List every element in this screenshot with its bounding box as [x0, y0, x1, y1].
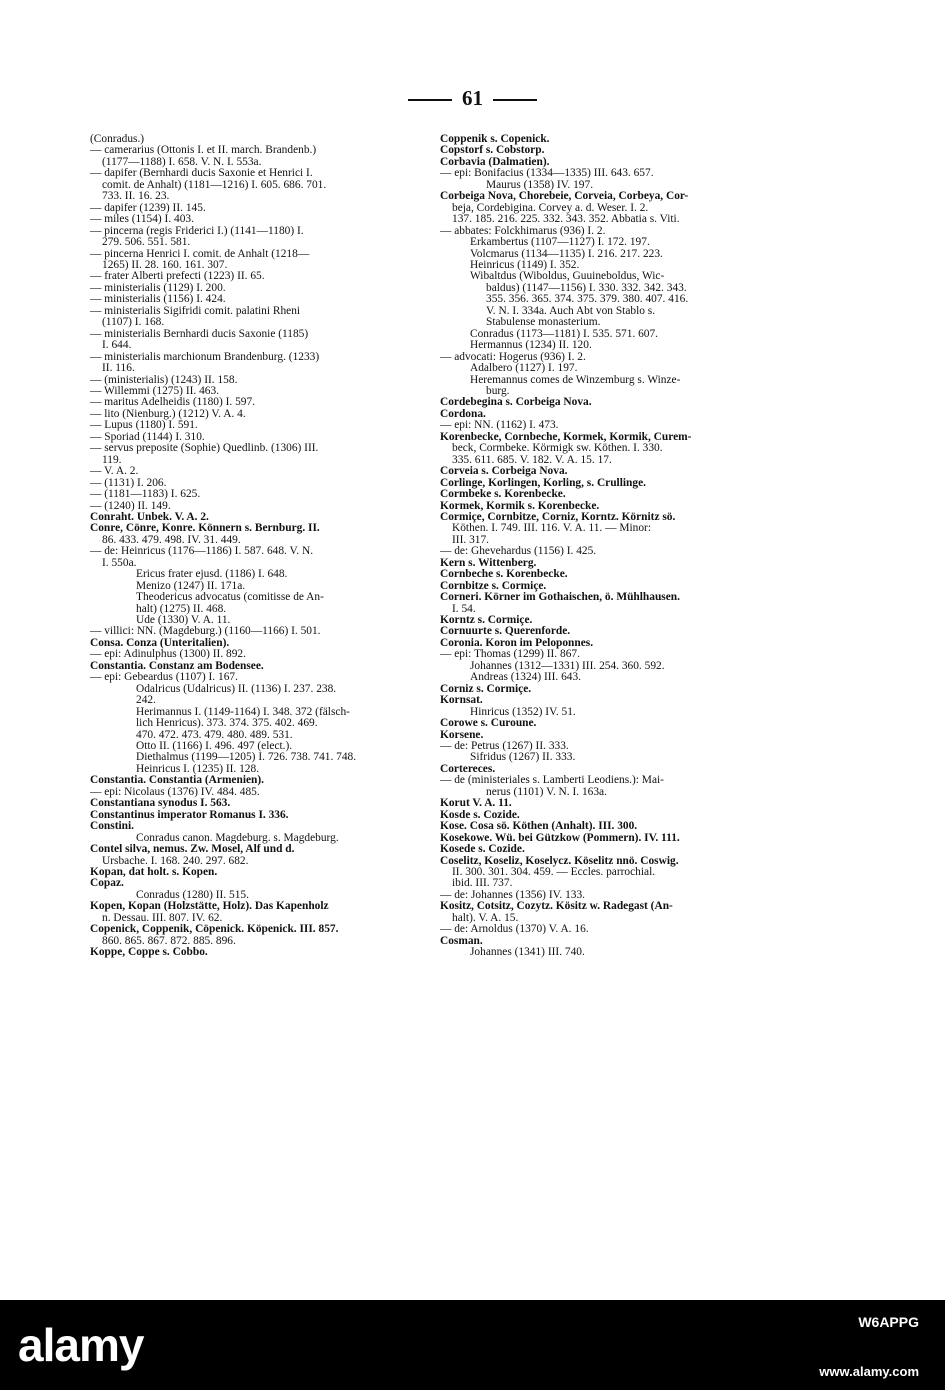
left-column-line: — (ministerialis) (1243) II. 158. [90, 374, 238, 386]
left-column-line: — camerarius (Ottonis I. et II. march. Brandenb.) [90, 145, 317, 157]
right-column-line: Copstorf s. Cobstorp. [440, 145, 545, 157]
left-column-line: Constantinus imperator Romanus I. 336. [90, 809, 289, 821]
left-column-line: Contel silva, nemus. Zw. Mosel, Alf und d. [90, 844, 295, 856]
left-column-line: (1177—1188) I. 658. V. N. I. 553a. [102, 156, 262, 168]
right-column-line: Corbeiga Nova, Chorebeie, Corveia, Corbeya, Cor- [440, 191, 689, 203]
watermark-image-id: W6APPG [858, 1314, 919, 1330]
right-column-line: Kosekowe. Wü. bei Gützkow (Pommern). IV. 111. [440, 832, 680, 844]
right-column-line: Wibaltdus (Wiboldus, Guuineboldus, Wic- [470, 271, 665, 283]
left-column-line: Copenick, Coppenik, Cöpenick. Köpenick. III. 857. [90, 924, 339, 936]
right-column-line: Cormiçe, Cornbitze, Corniz, Korntz. Körnitz sö. [440, 511, 676, 523]
right-column-line: Coronia. Koron im Peloponnes. [440, 637, 594, 649]
left-column-line: — V. A. 2. [90, 466, 139, 478]
right-column-line: — de: Arnoldus (1370) V. A. 16. [440, 924, 589, 936]
left-column-line: Ude (1330) V. A. 11. [136, 615, 231, 627]
left-column-line: Heinricus I. (1235) II. 128. [136, 763, 260, 775]
left-column-line: Diethalmus (1199—1205) I. 726. 738. 741. 748. [136, 752, 357, 764]
left-column-line: 119. [102, 454, 122, 466]
right-column-line: beck, Cormbeke. Körmigk sw. Köthen. I. 330. [452, 443, 663, 455]
right-column-line: — de: Ghevehardus (1156) I. 425. [440, 546, 597, 558]
left-column-line: Ericus frater ejusd. (1186) I. 648. [136, 569, 288, 581]
left-column-line: comit. de Anhalt) (1181—1216) I. 605. 686. 701. [102, 179, 327, 191]
right-column-line: Cordebegina s. Corbeiga Nova. [440, 397, 592, 409]
right-column-line: — de: Petrus (1267) II. 333. [440, 741, 569, 753]
right-column-line: burg. [486, 385, 510, 397]
left-column-line: — ministerialis (1129) I. 200. [90, 282, 226, 294]
left-column-line: Consa. Conza (Unteritalien). [90, 637, 230, 649]
right-column-line: Corlinge, Korlingen, Korling, s. Crullinge. [440, 477, 646, 489]
right-column-line: — de (ministeriales s. Lamberti Leodiens.): Mai- [440, 775, 664, 787]
watermark-url: www.alamy.com [819, 1364, 919, 1379]
left-column-line: — de: Heinricus (1176—1186) I. 587. 648. V. N. [90, 546, 314, 558]
right-column-line: Heremannus comes de Winzemburg s. Winze- [470, 374, 681, 386]
left-column-line: 279. 506. 551. 581. [102, 237, 191, 249]
right-column-line: Stabulense monasterium. [486, 317, 601, 329]
left-column-line: — Sporiad (1144) I. 310. [90, 431, 205, 443]
right-column-line: ibid. III. 737. [452, 878, 513, 890]
left-column-line: — dapifer (1239) II. 145. [90, 202, 206, 214]
left-column-line: Conre, Cönre, Konre. Könnern s. Bernburg. II. [90, 523, 320, 535]
right-column-line: Kormek, Kormik s. Korenbecke. [440, 500, 600, 512]
right-column-line: Kose. Cosa sö. Köthen (Anhalt). III. 300. [440, 821, 638, 833]
page-number-rule-right [493, 99, 537, 101]
left-column-line: — dapifer (Bernhardi ducis Saxonie et Henrici I. [90, 168, 313, 180]
left-column-line: Conraht. Unbek. V. A. 2. [90, 511, 209, 523]
right-column-line: Kern s. Wittenberg. [440, 557, 537, 569]
left-column-line: Constini. [90, 821, 134, 833]
left-column [90, 134, 420, 959]
right-column-line: Johannes (1312—1331) III. 254. 360. 592. [470, 660, 665, 672]
right-column-line: Korut V. A. 11. [440, 798, 512, 810]
left-column-line: — (1240) II. 149. [90, 500, 171, 512]
right-column [440, 134, 770, 959]
right-column-line: Cornuurte s. Querenforde. [440, 626, 571, 638]
right-column-line: Corniz s. Cormiçe. [440, 683, 532, 695]
right-column-line: — epi: Thomas (1299) II. 867. [440, 649, 580, 661]
left-column-line: Conradus (1280) II. 515. [136, 889, 249, 901]
right-column-line: Cornbeche s. Korenbecke. [440, 569, 568, 581]
left-column-line: I. 644. [102, 340, 132, 352]
right-column-line: Korntz s. Cormiçe. [440, 615, 533, 627]
page-number-rule-left [408, 99, 452, 101]
left-column-line: — frater Alberti prefecti (1223) II. 65. [90, 271, 265, 283]
right-column-line: nerus (1101) V. N. I. 163a. [486, 786, 607, 798]
right-column-line: Heinricus (1149) I. 352. [470, 259, 580, 271]
left-column-line: — Willemmi (1275) II. 463. [90, 385, 220, 397]
left-column-line: — ministerialis marchionum Brandenburg. (1233) [90, 351, 320, 363]
left-column-line: n. Dessau. III. 807. IV. 62. [102, 912, 223, 924]
right-column-line: Hermannus (1234) II. 120. [470, 340, 592, 352]
right-column-line: Andreas (1324) III. 643. [470, 672, 582, 684]
page-number-text: 61 [462, 86, 483, 110]
watermark-logo: alamy [18, 1319, 144, 1371]
left-column-line: Constantiana synodus I. 563. [90, 798, 231, 810]
left-column-line: — epi: Gebeardus (1107) I. 167. [90, 672, 238, 684]
left-column-line: Conradus canon. Magdeburg. s. Magdeburg. [136, 832, 339, 844]
right-column-line: — de: Johannes (1356) IV. 133. [440, 889, 586, 901]
left-column-line: Odalricus (Udalricus) II. (1136) I. 237. 238. [136, 683, 337, 695]
left-column-line: Otto II. (1166) I. 496. 497 (elect.). [136, 741, 293, 753]
right-column-line: — advocati: Hogerus (936) I. 2. [440, 351, 586, 363]
watermark-banner [0, 1300, 945, 1390]
left-column-line: Constantia. Constanz am Bodensee. [90, 660, 264, 672]
right-column-line: beja, Cordebigina. Corvey a. d. Weser. I. 2. [452, 202, 649, 214]
right-column-line: Korsene. [440, 729, 484, 741]
right-column-line: II. 300. 301. 304. 459. — Eccles. parrochial. [452, 867, 656, 878]
right-column-line: Köthen. I. 749. III. 116. V. A. 11. — Minor: [452, 523, 652, 535]
right-column-line: Kosede s. Cozide. [440, 844, 525, 856]
right-column-line: baldus) (1147—1156) I. 330. 332. 342. 343. [486, 282, 687, 294]
left-column-line: I. 550a. [102, 557, 137, 569]
left-column-line: lich Henricus). 373. 374. 375. 402. 469. [136, 718, 318, 730]
left-column-line: — ministerialis (1156) I. 424. [90, 294, 226, 306]
left-column-line: Herimannus I. (1149-1164) I. 348. 372 (fälsch- [136, 706, 350, 718]
right-column-line: Corowe s. Curoune. [440, 718, 537, 730]
right-column-line: Cordona. [440, 408, 486, 420]
right-column-line: — epi: Bonifacius (1334—1335) III. 643. 657. [440, 168, 654, 180]
page-number [0, 86, 945, 111]
left-column-line: Kopen, Kopan (Holzstätte, Holz). Das Kapenholz [90, 901, 329, 913]
right-column-line: 335. 611. 685. V. 182. V. A. 15. 17. [452, 454, 612, 466]
right-column-line: Cormbeke s. Korenbecke. [440, 489, 566, 501]
right-column-line: Hinricus (1352) IV. 51. [470, 706, 576, 718]
left-column-line: — (1131) I. 206. [90, 477, 167, 489]
right-column-line: Kositz, Cotsitz, Cozytz. Kösitz w. Radegast (An- [440, 901, 673, 913]
left-column-line: — pincerna Henrici I. comit. de Anhalt (1218— [90, 248, 310, 260]
left-column-line: Koppe, Coppe s. Cobbo. [90, 947, 208, 959]
right-column-line: 137. 185. 216. 225. 332. 343. 352. Abbatia s. Viti. [452, 214, 680, 226]
right-column-line: Kosde s. Cozide. [440, 809, 520, 821]
left-column-line: 733. II. 16. 23. [102, 191, 170, 203]
left-column-line: — (1181—1183) I. 625. [90, 489, 201, 501]
right-column-line: Volcmarus (1134—1135) I. 216. 217. 223. [470, 248, 663, 260]
right-column-line: Maurus (1358) IV. 197. [486, 179, 594, 191]
right-column-line: III. 317. [452, 534, 490, 546]
right-column-line: Coselitz, Koseliz, Koselycz. Köselitz nnö. Coswig. [440, 855, 679, 867]
left-column-line: — servus preposite (Sophie) Quedlinb. (1306) III. [90, 443, 319, 455]
left-column-line: 470. 472. 473. 479. 480. 489. 531. [136, 729, 293, 741]
right-column-line: halt). V. A. 15. [452, 912, 519, 924]
left-column-line: Kopan, dat holt. s. Kopen. [90, 867, 218, 878]
left-column-line: — ministerialis Bernhardi ducis Saxonie (1185) [90, 328, 309, 340]
left-column-line: II. 116. [102, 363, 135, 375]
right-column-line: Corveia s. Corbeiga Nova. [440, 466, 568, 478]
left-column-line: — villici: NN. (Magdeburg.) (1160—1166) I. 501. [90, 626, 321, 638]
right-column-line: 355. 356. 365. 374. 375. 379. 380. 407. 416. [486, 294, 689, 306]
right-column-line: Cortereces. [440, 763, 496, 775]
left-column-line: — Lupus (1180) I. 591. [90, 420, 198, 432]
left-column-line: — epi: Adinulphus (1300) II. 892. [90, 649, 246, 661]
right-column-line: Cornbitze s. Cormiçe. [440, 580, 547, 592]
right-column-line: V. N. I. 334a. Auch Abt von Stablo s. [486, 305, 656, 317]
right-column-line: Korenbecke, Cornbeche, Kormek, Kormik, Curem- [440, 431, 692, 443]
right-column-line: Adalbero (1127) I. 197. [470, 363, 578, 375]
right-column-line: Erkambertus (1107—1127) I. 172. 197. [470, 237, 650, 249]
left-column-line: Ürsbache. I. 168. 240. 297. 682. [102, 855, 249, 867]
left-column-line: 242. [136, 695, 156, 707]
right-column-line: Kornsat. [440, 695, 483, 707]
left-column-line: — miles (1154) I. 403. [90, 214, 194, 226]
right-column-line: Corbavia (Dalmatien). [440, 156, 550, 168]
left-column-line: (1107) I. 168. [102, 317, 165, 329]
left-column-line: — ministerialis Sigifridi comit. palatini Rheni [90, 305, 301, 317]
left-column-line: Theodericus advocatus (comitisse de An- [136, 592, 324, 604]
right-column-line: — epi: NN. (1162) I. 473. [440, 420, 559, 432]
left-column-line: — epi: Nicolaus (1376) IV. 484. 485. [90, 786, 260, 798]
left-column-line: Menizo (1247) II. 171a. [136, 580, 246, 592]
right-column-line: Conradus (1173—1181) I. 535. 571. 607. [470, 328, 659, 340]
left-column-line: 86. 433. 479. 498. IV. 31. 449. [102, 534, 241, 546]
left-column-line: (Conradus.) [90, 134, 145, 145]
right-column-line: I. 54. [452, 603, 476, 615]
right-column-line: Cosman. [440, 935, 483, 947]
left-column-line: halt) (1275) II. 468. [136, 603, 227, 615]
left-column-line: 1265) II. 28. 160. 161. 307. [102, 259, 228, 271]
left-column-line: — maritus Adelheidis (1180) I. 597. [90, 397, 256, 409]
right-column-line: Sifridus (1267) II. 333. [470, 752, 576, 764]
right-column-line: — abbates: Folckhimarus (936) I. 2. [440, 225, 606, 237]
right-column-line: Corneri. Körner im Gothaischen, ö. Mühlhausen. [440, 592, 680, 604]
left-column-line: — pincerna (regis Friderici I.) (1141—1180) I. [90, 225, 304, 237]
left-column-line: Copaz. [90, 878, 124, 890]
left-column-line: Constantia. Constantia (Armenien). [90, 775, 265, 787]
left-column-line: — lito (Nienburg.) (1212) V. A. 4. [90, 408, 246, 420]
right-column-line: Johannes (1341) III. 740. [470, 947, 585, 959]
left-column-line: 860. 865. 867. 872. 885. 896. [102, 935, 236, 947]
right-column-line: Coppenik s. Copenick. [440, 134, 550, 145]
